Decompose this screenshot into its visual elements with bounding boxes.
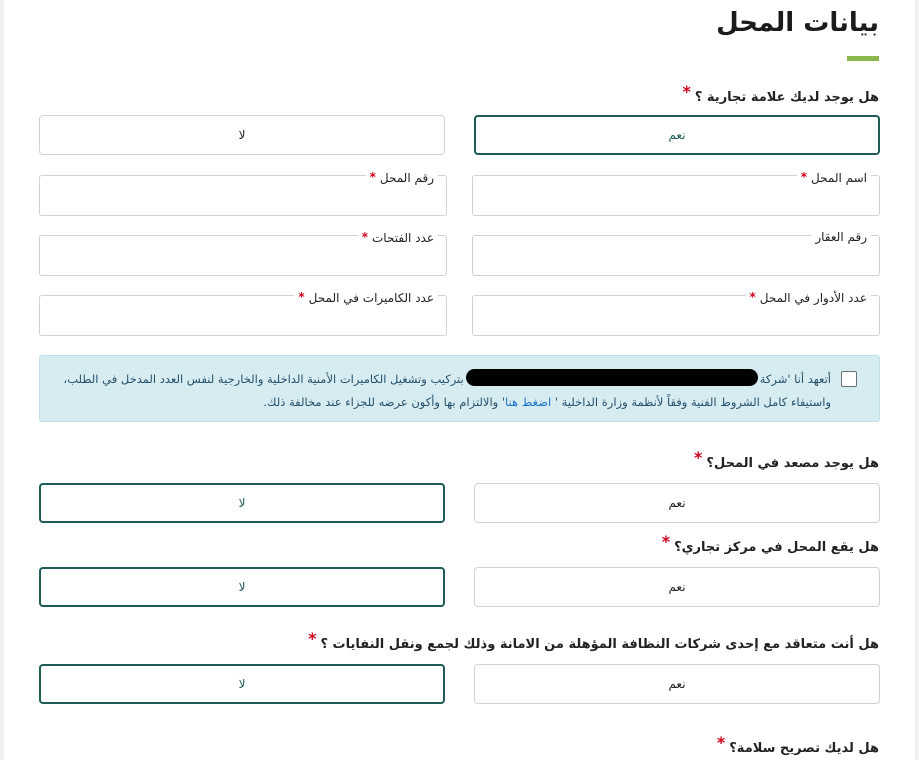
required-star: * (749, 290, 756, 304)
elevator-no-button[interactable]: لا (39, 483, 445, 523)
brand-no-button[interactable]: لا (39, 115, 445, 155)
shop-name-label (797, 170, 871, 185)
pledge-link[interactable]: اضغط هنا (505, 395, 552, 409)
question-elevator (694, 448, 879, 471)
question-elevator-label: هل يوجد مصعد في المحل؟ (706, 456, 879, 471)
cameras-count-field[interactable] (39, 290, 447, 336)
property-number-field[interactable] (472, 230, 880, 276)
shop-number-label-text: رقم المحل (379, 171, 434, 185)
required-star: * (682, 82, 691, 101)
openings-count-label (358, 230, 438, 245)
question-mall-label: هل يقع المحل في مركز تجاري؟ (674, 540, 879, 555)
floors-count-label-text: عدد الأدوار في المحل (759, 291, 867, 305)
title-underline (847, 56, 879, 61)
openings-count-field[interactable] (39, 230, 447, 276)
floors-count-field[interactable] (472, 290, 880, 336)
pledge-checkbox[interactable] (841, 371, 857, 387)
openings-count-input[interactable] (48, 251, 438, 271)
pledge-text (54, 368, 831, 414)
question-brand (682, 82, 879, 105)
shop-number-field[interactable] (39, 170, 447, 216)
pledge-text-part2: بتركيب وتشغيل الكاميرات الأمنية الداخلية والخارجية لنفس العدد المدخل في الطلب، واستيفاء كامل الشروط الفنية وفقاً لأنظمة وزارة الداخلية ' (63, 372, 831, 409)
shop-name-label-text: اسم المحل (811, 171, 867, 185)
shop-number-label (366, 170, 438, 185)
required-star: * (298, 290, 305, 304)
redacted-company-name (466, 369, 758, 386)
pledge-notice (39, 355, 880, 422)
required-star: * (800, 170, 808, 184)
required-star: * (361, 230, 368, 244)
question-cleaning-label: هل أنت متعاقد مع إحدى شركات النظافة المؤهلة من الامانة وذلك لجمع ونقل النفايات ؟ (320, 637, 879, 652)
cameras-count-input[interactable] (48, 311, 438, 331)
cleaning-no-button[interactable]: لا (39, 664, 445, 704)
cleaning-yes-button[interactable]: نعم (474, 664, 880, 704)
section-title: بيانات المحل (716, 8, 879, 38)
question-brand-label: هل يوجد لديك علامة تجارية ؟ (694, 90, 879, 105)
page-edge-left (0, 0, 4, 760)
cameras-count-label-text: عدد الكاميرات في المحل (308, 291, 434, 305)
shop-name-field[interactable] (472, 170, 880, 216)
question-safety-label: هل لديك تصريح سلامة؟ (729, 741, 879, 756)
question-safety (717, 733, 879, 756)
pledge-text-part3: ' والالتزام بها وأكون عرضه للجزاء عند مخالفة ذلك. (263, 395, 506, 409)
required-star: * (694, 448, 703, 467)
shop-number-input[interactable] (48, 191, 438, 211)
required-star: * (661, 532, 671, 551)
openings-count-label-text: عدد الفتحات (372, 231, 434, 245)
page-edge-right (915, 0, 919, 760)
question-cleaning (308, 629, 879, 652)
required-star: * (308, 629, 317, 648)
required-star: * (716, 733, 726, 752)
property-number-label: رقم العقار (811, 230, 871, 244)
pledge-text-part1: أتعهد أنا 'شركة (759, 372, 831, 386)
elevator-yes-button[interactable]: نعم (474, 483, 880, 523)
cameras-count-label (294, 290, 438, 305)
mall-no-button[interactable]: لا (39, 567, 445, 607)
floors-count-label (746, 290, 871, 305)
floors-count-input[interactable] (481, 311, 871, 331)
brand-yes-button[interactable]: نعم (474, 115, 880, 155)
mall-yes-button[interactable]: نعم (474, 567, 880, 607)
shop-name-input[interactable] (481, 191, 871, 211)
required-star: * (369, 170, 376, 184)
property-number-input[interactable] (481, 251, 871, 271)
question-mall (662, 532, 879, 555)
